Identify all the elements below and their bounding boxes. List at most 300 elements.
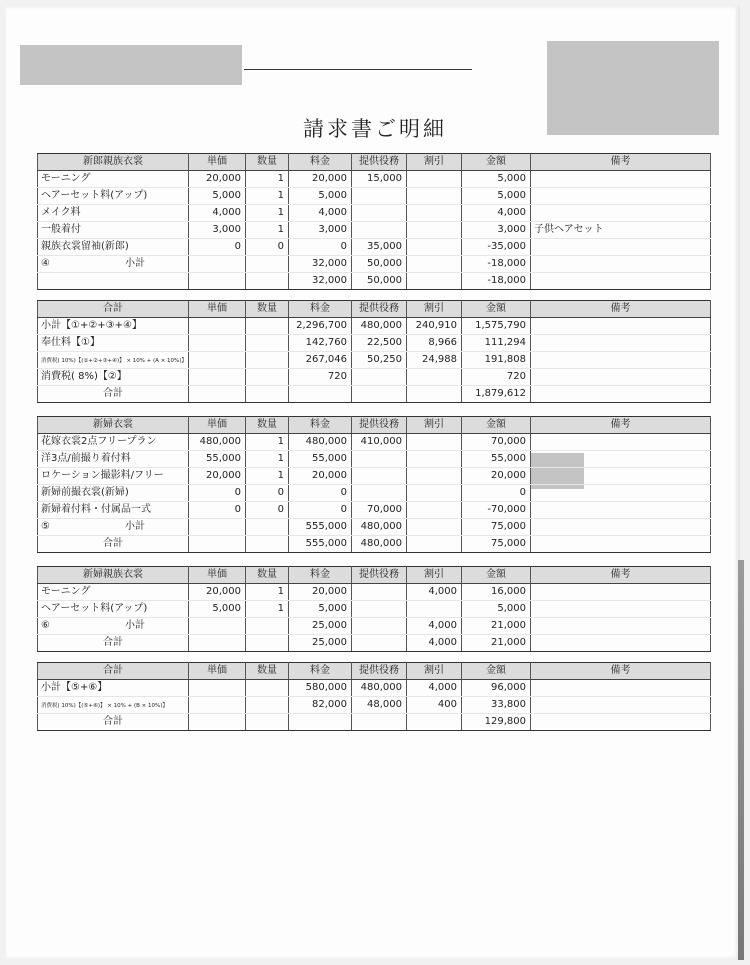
quantity-cell: 1 (246, 171, 289, 188)
column-header: 数量 (246, 417, 289, 434)
item-label (38, 205, 189, 222)
note-cell (531, 451, 711, 468)
item-label (38, 485, 189, 502)
fee-cell: 480,000 (289, 434, 352, 451)
discount-cell (407, 239, 462, 256)
subtotal-row-label (38, 618, 189, 635)
table-row (38, 369, 711, 386)
service-cell (352, 222, 407, 239)
fee-cell: 580,000 (289, 680, 352, 697)
service-cell: 480,000 (352, 318, 407, 335)
item-label (38, 239, 189, 256)
fee-cell: 25,000 (289, 618, 352, 635)
discount-cell (407, 222, 462, 239)
column-header: 割引 (407, 301, 462, 318)
service-cell: 48,000 (352, 697, 407, 714)
note-cell (531, 519, 711, 536)
discount-cell (407, 386, 462, 403)
table-row (38, 451, 711, 468)
column-header: 提供役務 (352, 663, 407, 680)
fee-cell: 2,296,700 (289, 318, 352, 335)
amount-cell: 55,000 (462, 451, 531, 468)
column-header: 備考 (531, 663, 711, 680)
note-cell (531, 188, 711, 205)
item-label (38, 222, 189, 239)
column-header: 割引 (407, 154, 462, 171)
quantity-cell: 1 (246, 601, 289, 618)
table-row (38, 352, 711, 369)
fee-cell: 720 (289, 369, 352, 386)
service-cell (352, 635, 407, 652)
item-label-text: 一般着付 (41, 224, 81, 235)
item-label-text: 小計【①+②+③+④】 (41, 320, 142, 331)
quantity-cell (246, 714, 289, 731)
subtotal-mark: ④ (41, 258, 50, 269)
amount-cell: 191,808 (462, 352, 531, 369)
total-row (38, 714, 711, 731)
fee-cell: 142,760 (289, 335, 352, 352)
quantity-cell (246, 635, 289, 652)
column-header: 料金 (289, 567, 352, 584)
quantity-cell: 1 (246, 188, 289, 205)
amount-cell: 16,000 (462, 584, 531, 601)
quantity-cell: 1 (246, 451, 289, 468)
amount-cell: -18,000 (462, 256, 531, 273)
service-cell: 15,000 (352, 171, 407, 188)
unit-price-cell (189, 536, 246, 553)
note-cell (531, 697, 711, 714)
discount-cell (407, 451, 462, 468)
unit-price-cell (189, 256, 246, 273)
item-label-text: 小計【⑤+⑥】 (41, 682, 108, 693)
table-row (38, 318, 711, 335)
fee-cell (289, 714, 352, 731)
table-row (38, 434, 711, 451)
note-cell (531, 335, 711, 352)
unit-price-cell: 20,000 (189, 584, 246, 601)
service-cell (352, 451, 407, 468)
note-cell (531, 369, 711, 386)
column-header: 金額 (462, 301, 531, 318)
item-label-text: 奉仕料【①】 (41, 337, 100, 348)
discount-cell (407, 502, 462, 519)
unit-price-cell: 0 (189, 239, 246, 256)
unit-price-cell: 20,000 (189, 171, 246, 188)
item-label (38, 697, 189, 714)
column-header: 金額 (462, 154, 531, 171)
fee-cell: 5,000 (289, 601, 352, 618)
subtotal-row (38, 618, 711, 635)
quantity-cell (246, 256, 289, 273)
service-cell (352, 584, 407, 601)
table-row (38, 222, 711, 239)
item-label-text: モーニング (41, 173, 91, 184)
column-header: 備考 (531, 567, 711, 584)
quantity-cell: 0 (246, 239, 289, 256)
item-label-text: 花嫁衣裳2点フリープラン (41, 436, 157, 447)
total-row (38, 273, 711, 290)
fee-cell: 32,000 (289, 256, 352, 273)
discount-cell (407, 188, 462, 205)
fee-cell: 32,000 (289, 273, 352, 290)
item-label-text: ヘアーセット料(アップ) (41, 603, 148, 614)
total-row-label: 合計 (38, 536, 189, 553)
service-cell (352, 369, 407, 386)
note-cell (531, 386, 711, 403)
note-cell (531, 485, 711, 502)
invoice-table (37, 416, 711, 553)
subtotal-mark: ⑤ (41, 521, 50, 532)
service-cell: 50,000 (352, 273, 407, 290)
service-cell: 22,500 (352, 335, 407, 352)
service-cell: 480,000 (352, 680, 407, 697)
signature-line (244, 69, 472, 70)
amount-cell: 5,000 (462, 601, 531, 618)
service-cell: 480,000 (352, 536, 407, 553)
table-row (38, 188, 711, 205)
note-cell (531, 239, 711, 256)
unit-price-cell: 3,000 (189, 222, 246, 239)
quantity-cell (246, 519, 289, 536)
page-title: 請求書ご明細 (303, 117, 447, 141)
quantity-cell (246, 273, 289, 290)
fee-cell: 555,000 (289, 519, 352, 536)
discount-cell (407, 256, 462, 273)
note-cell (531, 205, 711, 222)
item-label (38, 680, 189, 697)
discount-cell: 400 (407, 697, 462, 714)
total-row (38, 635, 711, 652)
item-label-text: モーニング (41, 586, 91, 597)
column-header: 料金 (289, 154, 352, 171)
amount-cell: 5,000 (462, 188, 531, 205)
fee-cell: 4,000 (289, 205, 352, 222)
section-header: 合計 (38, 663, 189, 680)
subtotal-text: 小計 (125, 620, 145, 631)
column-header: 提供役務 (352, 301, 407, 318)
discount-cell: 4,000 (407, 618, 462, 635)
column-header: 数量 (246, 301, 289, 318)
discount-cell (407, 205, 462, 222)
invoice-table (37, 566, 711, 652)
invoice-table (37, 662, 711, 731)
service-cell: 480,000 (352, 519, 407, 536)
amount-cell: 720 (462, 369, 531, 386)
service-cell (352, 714, 407, 731)
table-row (38, 697, 711, 714)
unit-price-cell (189, 352, 246, 369)
note-cell (531, 318, 711, 335)
table-row (38, 239, 711, 256)
invoice-table (37, 300, 711, 403)
unit-price-cell (189, 697, 246, 714)
fee-cell: 555,000 (289, 536, 352, 553)
service-cell: 50,250 (352, 352, 407, 369)
quantity-cell (246, 536, 289, 553)
discount-cell: 4,000 (407, 680, 462, 697)
quantity-cell: 1 (246, 468, 289, 485)
quantity-cell: 1 (246, 434, 289, 451)
item-label-text: 洋3点/前撮り着付料 (41, 453, 131, 464)
item-label (38, 601, 189, 618)
note-cell (531, 635, 711, 652)
total-row (38, 536, 711, 553)
item-label (38, 171, 189, 188)
quantity-cell (246, 352, 289, 369)
item-label (38, 369, 189, 386)
column-header: 料金 (289, 417, 352, 434)
note-cell (531, 352, 711, 369)
subtotal-mark: ⑥ (41, 620, 50, 631)
subtotal-row-label (38, 519, 189, 536)
unit-price-cell: 5,000 (189, 601, 246, 618)
note-cell (531, 171, 711, 188)
header-row (38, 417, 711, 434)
unit-price-cell (189, 519, 246, 536)
column-header: 数量 (246, 567, 289, 584)
note-cell (531, 584, 711, 601)
table-row (38, 171, 711, 188)
quantity-cell (246, 680, 289, 697)
discount-cell: 24,988 (407, 352, 462, 369)
note-cell (531, 618, 711, 635)
fee-cell: 0 (289, 239, 352, 256)
total-row-label: 合計 (38, 635, 189, 652)
item-label-text: 消費税( 10%)【(①+②+③+④)】 × 10% + (A × 10%)】 (41, 357, 187, 364)
item-label (38, 468, 189, 485)
item-label-text: 消費税( 10%)【(⑤+⑥)】 × 10% + (B × 10%)】 (41, 702, 168, 709)
table-row (38, 601, 711, 618)
column-header: 数量 (246, 663, 289, 680)
subtotal-row (38, 256, 711, 273)
note-cell (531, 536, 711, 553)
header-row (38, 663, 711, 680)
item-label (38, 188, 189, 205)
column-header: 単価 (189, 301, 246, 318)
fee-cell: 267,046 (289, 352, 352, 369)
item-label (38, 502, 189, 519)
quantity-cell: 1 (246, 584, 289, 601)
unit-price-cell (189, 386, 246, 403)
note-cell (531, 601, 711, 618)
discount-cell (407, 273, 462, 290)
subtotal-label-wrap (41, 520, 185, 534)
note-cell (531, 714, 711, 731)
amount-cell: 0 (462, 485, 531, 502)
amount-cell: 1,575,790 (462, 318, 531, 335)
unit-price-cell (189, 635, 246, 652)
column-header: 提供役務 (352, 417, 407, 434)
service-cell (352, 468, 407, 485)
fee-cell: 20,000 (289, 584, 352, 601)
item-label-text: 新婦着付料・付属品一式 (41, 504, 151, 515)
unit-price-cell (189, 318, 246, 335)
service-cell: 35,000 (352, 239, 407, 256)
unit-price-cell: 5,000 (189, 188, 246, 205)
total-row-label (38, 273, 189, 290)
item-label-text: 親族衣裳留袖(新郎) (41, 241, 129, 252)
amount-cell: 33,800 (462, 697, 531, 714)
subtotal-text: 小計 (125, 258, 145, 269)
amount-cell: 75,000 (462, 519, 531, 536)
invoice-table (37, 153, 711, 290)
amount-cell: 3,000 (462, 222, 531, 239)
discount-cell (407, 171, 462, 188)
discount-cell (407, 434, 462, 451)
discount-cell (407, 601, 462, 618)
table-row (38, 485, 711, 502)
fee-cell (289, 386, 352, 403)
subtotal-text: 小計 (125, 521, 145, 532)
service-cell (352, 205, 407, 222)
quantity-cell (246, 318, 289, 335)
table-row (38, 468, 711, 485)
fee-cell: 0 (289, 502, 352, 519)
table-row (38, 584, 711, 601)
service-cell (352, 188, 407, 205)
discount-cell (407, 369, 462, 386)
subtotal-row-label (38, 256, 189, 273)
column-header: 単価 (189, 417, 246, 434)
quantity-cell: 0 (246, 485, 289, 502)
item-label-text: メイク料 (41, 207, 81, 218)
amount-cell: 75,000 (462, 536, 531, 553)
quantity-cell: 0 (246, 502, 289, 519)
item-label (38, 451, 189, 468)
amount-cell: 21,000 (462, 618, 531, 635)
amount-cell: 96,000 (462, 680, 531, 697)
subtotal-label-wrap (41, 257, 185, 271)
note-cell (531, 468, 711, 485)
service-cell (352, 601, 407, 618)
note-cell (531, 434, 711, 451)
discount-cell (407, 536, 462, 553)
column-header: 金額 (462, 567, 531, 584)
unit-price-cell (189, 273, 246, 290)
column-header: 提供役務 (352, 154, 407, 171)
amount-cell: 1,879,612 (462, 386, 531, 403)
quantity-cell (246, 618, 289, 635)
column-header: 単価 (189, 154, 246, 171)
service-cell: 410,000 (352, 434, 407, 451)
total-row-label: 合計 (38, 714, 189, 731)
section-header: 合計 (38, 301, 189, 318)
column-header: 備考 (531, 417, 711, 434)
item-label-text: ヘアーセット料(アップ) (41, 190, 148, 201)
item-label (38, 584, 189, 601)
fee-cell: 25,000 (289, 635, 352, 652)
column-header: 金額 (462, 417, 531, 434)
item-label (38, 352, 189, 369)
amount-cell: 4,000 (462, 205, 531, 222)
header-row (38, 301, 711, 318)
total-row-label: 合計 (38, 386, 189, 403)
item-label-text: ロケーション撮影料/フリー (41, 470, 164, 481)
amount-cell: 21,000 (462, 635, 531, 652)
header-row (38, 154, 711, 171)
total-row (38, 386, 711, 403)
note-cell (531, 502, 711, 519)
redacted-name-block (20, 45, 242, 85)
service-cell: 70,000 (352, 502, 407, 519)
amount-cell: -18,000 (462, 273, 531, 290)
quantity-cell (246, 386, 289, 403)
fee-cell: 20,000 (289, 171, 352, 188)
fee-cell: 0 (289, 485, 352, 502)
item-label (38, 318, 189, 335)
discount-cell: 4,000 (407, 635, 462, 652)
discount-cell (407, 519, 462, 536)
discount-cell: 240,910 (407, 318, 462, 335)
amount-cell: 20,000 (462, 468, 531, 485)
fee-cell: 55,000 (289, 451, 352, 468)
table-row (38, 335, 711, 352)
quantity-cell (246, 335, 289, 352)
note-cell (531, 680, 711, 697)
table-row (38, 205, 711, 222)
column-header: 割引 (407, 417, 462, 434)
page-edge-shadow (738, 560, 744, 960)
header-row (38, 567, 711, 584)
column-header: 割引 (407, 567, 462, 584)
amount-cell: -70,000 (462, 502, 531, 519)
column-header: 備考 (531, 301, 711, 318)
column-header: 単価 (189, 663, 246, 680)
section-header: 新婦親族衣裳 (38, 567, 189, 584)
column-header: 提供役務 (352, 567, 407, 584)
section-header: 新婦衣裳 (38, 417, 189, 434)
note-cell (531, 256, 711, 273)
quantity-cell (246, 369, 289, 386)
item-label-text: 消費税( 8%)【②】 (41, 371, 127, 382)
item-label-text: 新婦前撮衣裳(新婦) (41, 487, 129, 498)
service-cell (352, 485, 407, 502)
discount-cell (407, 714, 462, 731)
table-row (38, 502, 711, 519)
column-header: 数量 (246, 154, 289, 171)
unit-price-cell (189, 335, 246, 352)
section-header: 新郎親族衣裳 (38, 154, 189, 171)
quantity-cell: 1 (246, 205, 289, 222)
amount-cell: 111,294 (462, 335, 531, 352)
discount-cell: 8,966 (407, 335, 462, 352)
discount-cell: 4,000 (407, 584, 462, 601)
amount-cell: 129,800 (462, 714, 531, 731)
subtotal-label-wrap (41, 619, 185, 633)
column-header: 金額 (462, 663, 531, 680)
table-row (38, 680, 711, 697)
discount-cell (407, 485, 462, 502)
amount-cell: 5,000 (462, 171, 531, 188)
item-label (38, 434, 189, 451)
column-header: 料金 (289, 663, 352, 680)
column-header: 備考 (531, 154, 711, 171)
quantity-cell (246, 697, 289, 714)
discount-cell (407, 468, 462, 485)
unit-price-cell: 0 (189, 502, 246, 519)
unit-price-cell: 480,000 (189, 434, 246, 451)
unit-price-cell (189, 680, 246, 697)
column-header: 単価 (189, 567, 246, 584)
unit-price-cell: 0 (189, 485, 246, 502)
quantity-cell: 1 (246, 222, 289, 239)
unit-price-cell: 4,000 (189, 205, 246, 222)
fee-cell: 3,000 (289, 222, 352, 239)
fee-cell: 20,000 (289, 468, 352, 485)
note-cell (531, 273, 711, 290)
service-cell (352, 386, 407, 403)
amount-cell: -35,000 (462, 239, 531, 256)
